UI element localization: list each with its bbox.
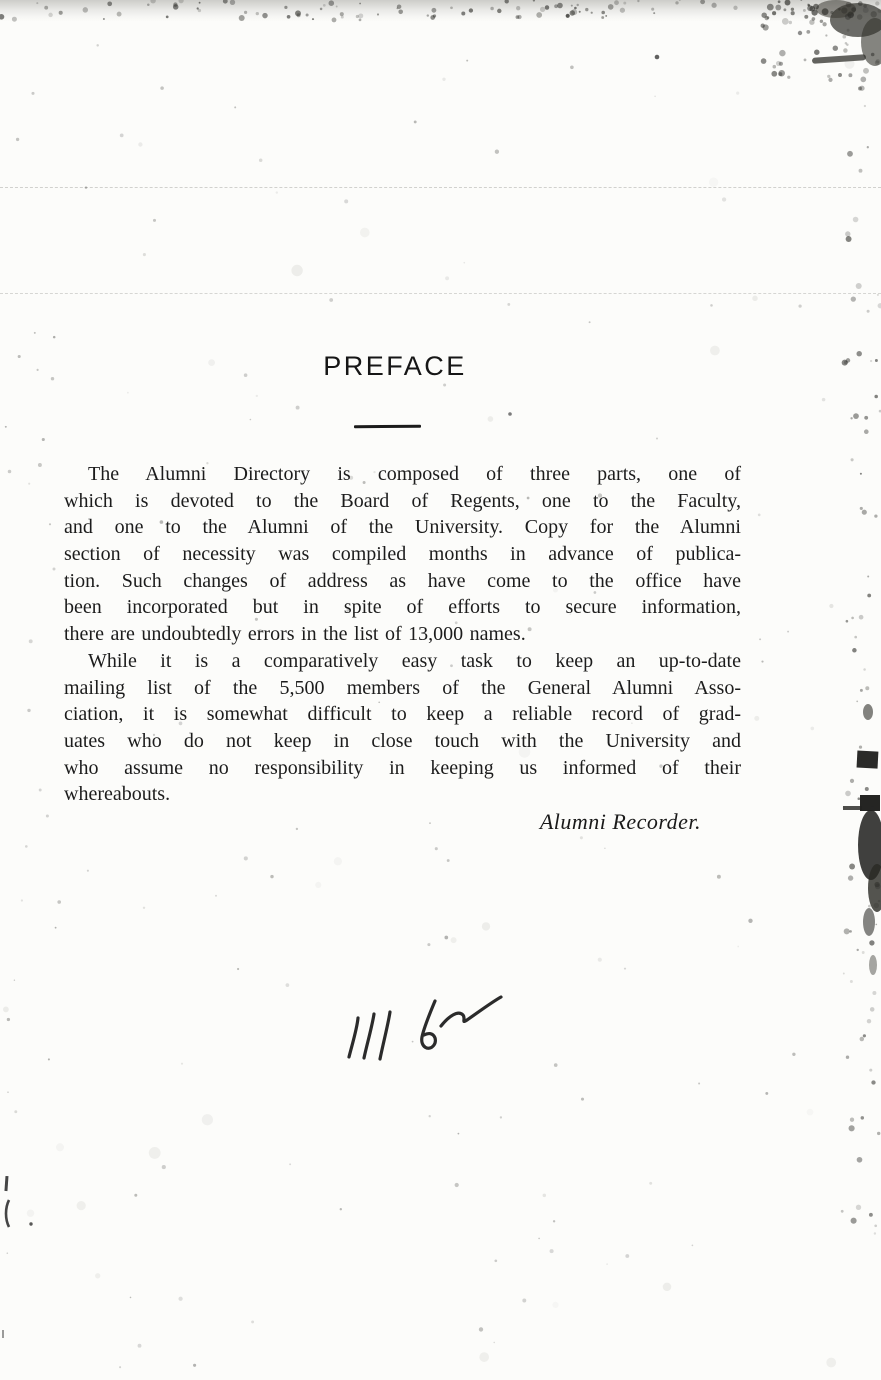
title-divider-rule [354,425,421,429]
text-line: tion. Such changes of address as have come to the office have [64,569,741,592]
text-line: who assume no responsibility in keeping us informed of their [64,756,741,779]
text-line: whereabouts. [64,783,171,806]
preface-body [64,461,741,808]
text-line: been incorporated but in spite of efforts to secure information, [64,596,741,619]
text-line: The Alumni Directory is composed of three parts, one of [88,463,741,485]
text-line: ciation, it is somewhat difficult to keep a reliable record of grad- [64,703,741,726]
signature-alumni-recorder: Alumni Recorder. [539,809,701,834]
text-line: mailing list of the 5,500 members of the General Alumni Asso- [64,676,741,699]
scan-fold-line [0,187,881,188]
page-title: PREFACE [323,351,467,381]
paragraph-2 [64,648,741,808]
scan-noise-top-band [0,0,881,22]
paragraph-1 [64,461,741,648]
text-line: uates who do not keep in close touch with the University and [64,729,741,752]
text-line: and one to the Alumni of the University. Copy for the Alumni [64,516,741,539]
handwritten-mark [335,988,510,1073]
scan-fold-line [0,293,881,294]
text-line: there are undoubtedly errors in the list of 13,000 names. [64,623,526,646]
text-line: which is devoted to the Board of Regents, one to the Faculty, [64,489,741,512]
text-line: section of necessity was compiled months in advance of publica- [64,543,741,566]
text-line: While it is a comparatively easy task to keep an up-to-date [88,649,741,672]
